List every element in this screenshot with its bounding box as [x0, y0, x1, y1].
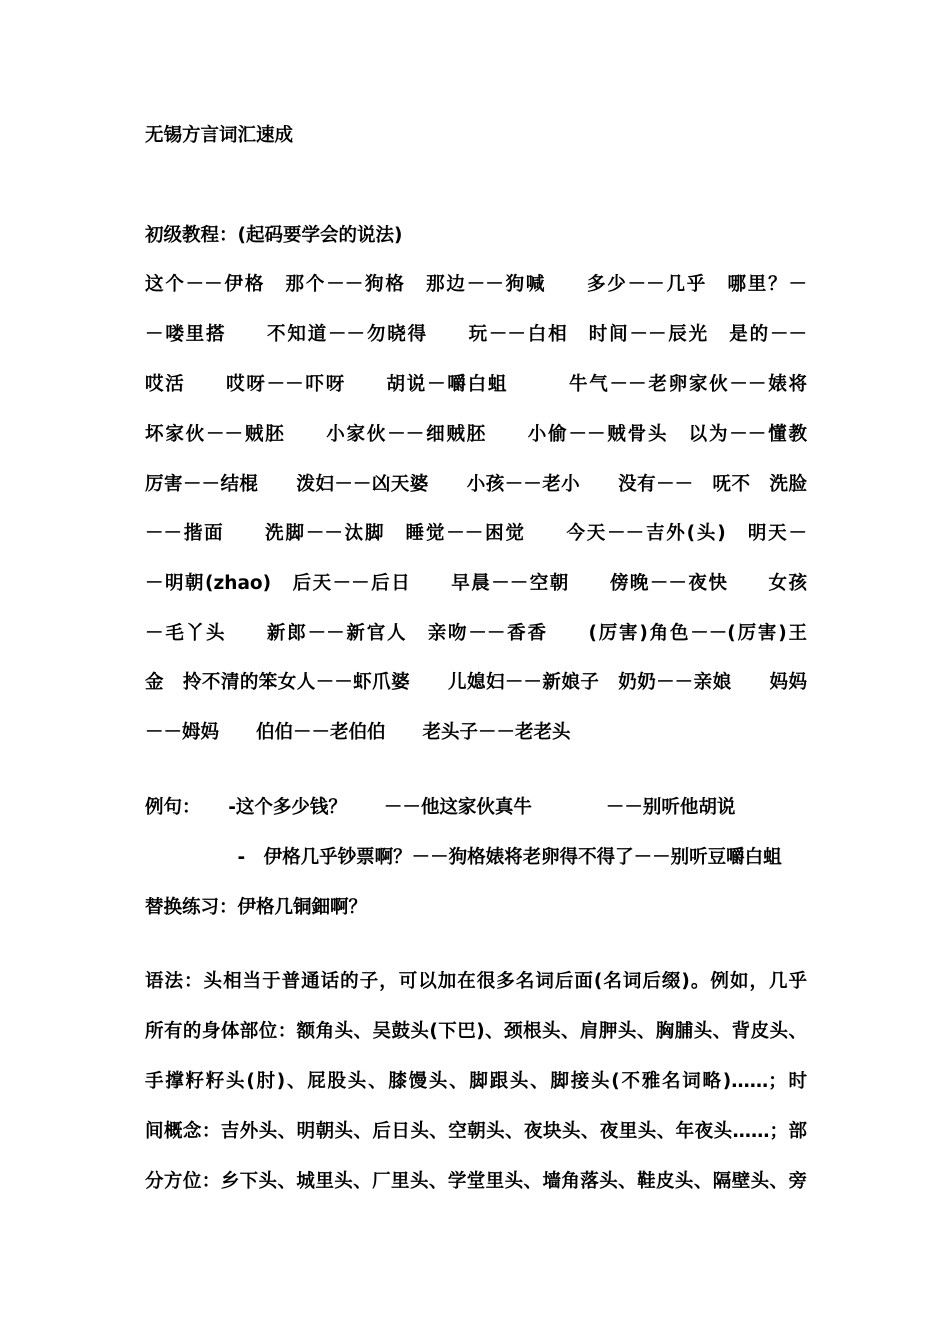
grammar-line: 语法：头相当于普通话的子，可以加在很多名词后面(名词后缀)。例如，几乎: [145, 971, 807, 992]
vocab-line: 厉害－－结棍 泼妇－－凶天婆 小孩－－老小 没有－－ 呒不 洗脸: [145, 474, 807, 495]
vocab-line: －喽里搭 不知道－－勿晓得 玩－－白相 时间－－辰光 是的－－: [145, 324, 807, 345]
vocab-line: 哎活 哎呀－－吓呀 胡说－嚼白蛆 牛气－－老卵家伙－－婊将: [145, 374, 807, 395]
vocab-line: 金 拎不清的笨女人－－虾爪婆 儿媳妇－－新娘子 奶奶－－亲娘 妈妈: [145, 672, 807, 693]
grammar-line: 分方位：乡下头、城里头、厂里头、学堂里头、墙角落头、鞋皮头、隔壁头、旁: [145, 1171, 807, 1192]
vocab-line: －毛丫头 新郎－－新官人 亲吻－－香香 (厉害)角色－－(厉害)王: [145, 623, 807, 644]
vocab-line: －明朝(zhao) 后天－－后日 早晨－－空朝 傍晚－－夜快 女孩: [145, 573, 807, 594]
vocab-line: －－揩面 洗脚－－汰脚 睡觉－－困觉 今天－－吉外(头) 明天－: [145, 523, 807, 544]
vocab-line: －－姆妈 伯伯－－老伯伯 老头子－－老老头: [145, 722, 571, 743]
section-heading-beginner: 初级教程：(起码要学会的说法): [145, 225, 403, 246]
vocab-line: 坏家伙－－贼胚 小家伙－－细贼胚 小偷－－贼骨头 以为－－懂教: [145, 424, 807, 445]
grammar-line: 手撑籽籽头(肘)、屁股头、膝馒头、脚跟头、脚接头(不雅名词略)……；时: [145, 1071, 807, 1092]
example-sentence-line: 例句： -这个多少钱？ －－他这家伙真牛 －－别听他胡说: [145, 797, 736, 818]
document-title: 无锡方言词汇速成: [145, 125, 294, 146]
grammar-line: 所有的身体部位：额角头、吴鼓头(下巴)、颈根头、肩胛头、胸脯头、背皮头、: [145, 1021, 807, 1042]
vocab-line: 这个－－伊格 那个－－狗格 那边－－狗喊 多少－－几乎 哪里？－: [145, 274, 807, 295]
example-sentence-line: - 伊格几乎钞票啊？－－狗格婊将老卵得不得了－－别听豆嚼白蛆: [145, 847, 782, 868]
practice-line: 替换练习：伊格几铜鈿啊？: [145, 897, 368, 918]
grammar-line: 间概念：吉外头、明朝头、后日头、空朝头、夜块头、夜里头、年夜头……；部: [145, 1121, 807, 1142]
